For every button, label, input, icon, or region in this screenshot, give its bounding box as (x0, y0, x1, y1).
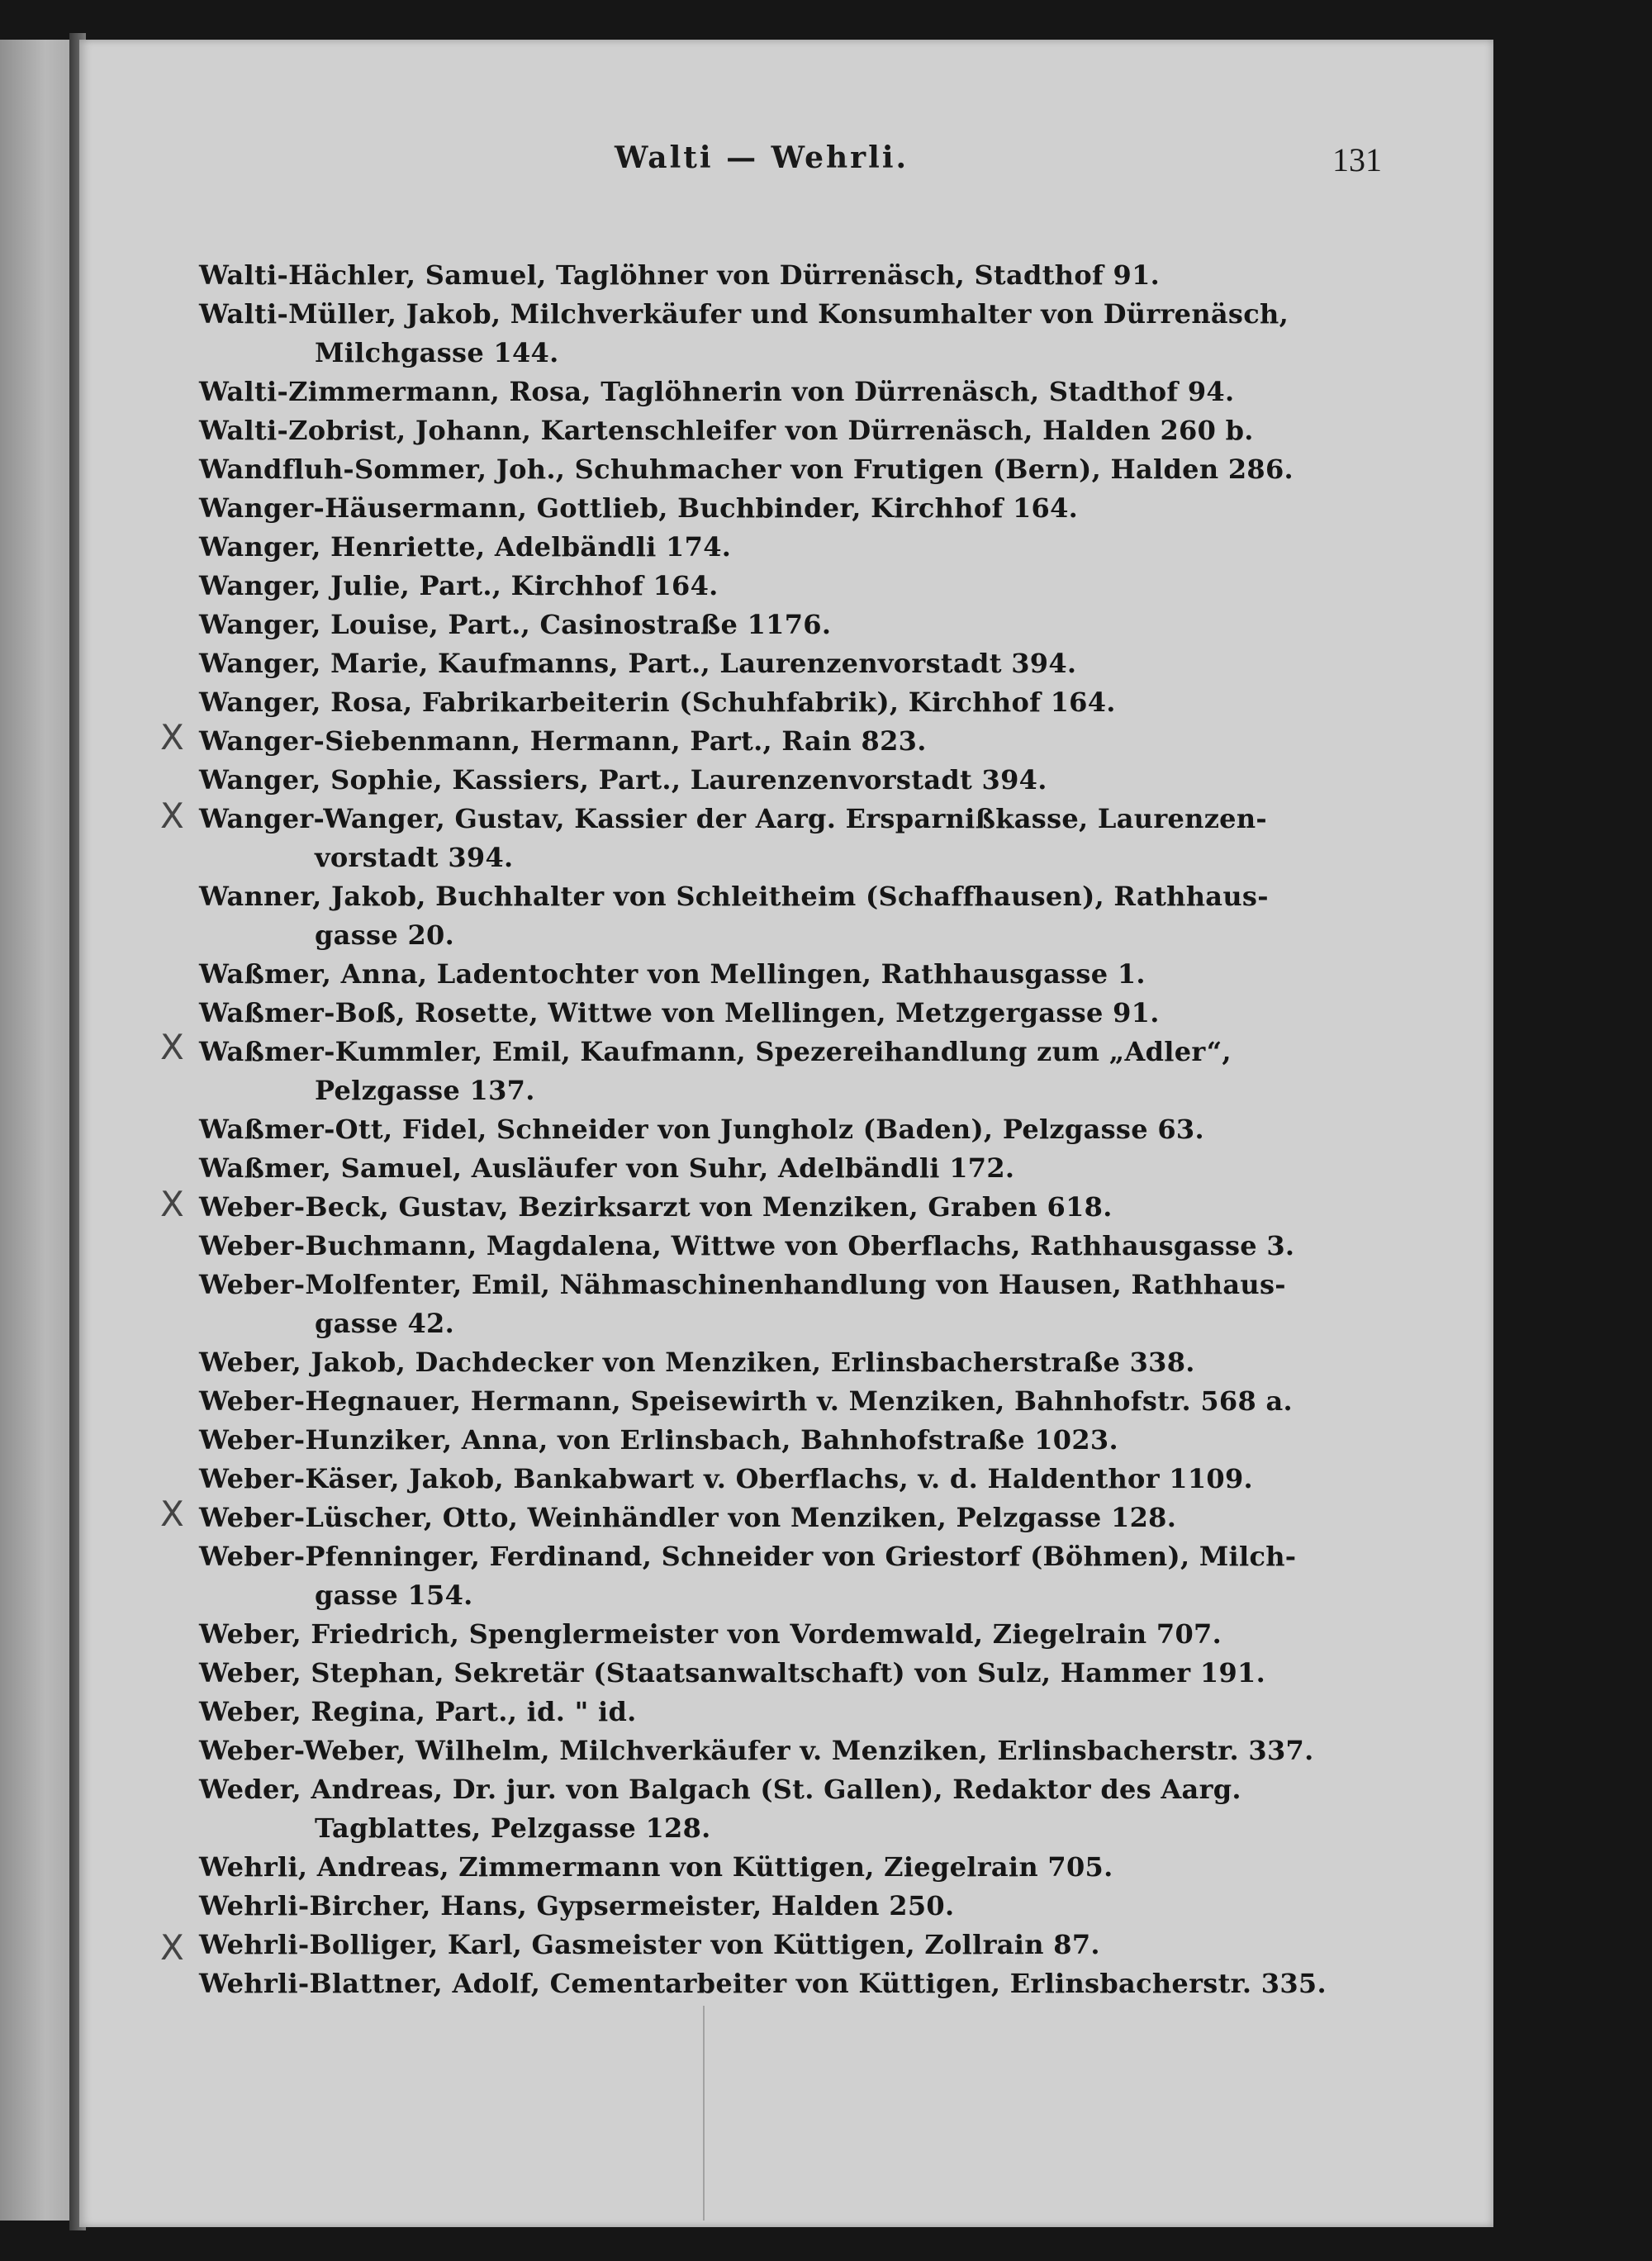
directory-entry: Weber-Hegnauer, Hermann, Speisewirth v. Menziken, Bahnhofstr. 568 a. (199, 1385, 1293, 1417)
directory-entry: Wanger-Wanger, Gustav, Kassier der Aarg. Ersparnißkasse, Laurenzen- (199, 803, 1267, 834)
entry-continuation: gasse 154. (315, 1579, 473, 1611)
directory-entry: Wanger-Siebenmann, Hermann, Part., Rain 823. (199, 725, 927, 757)
pencil-check-mark: X (160, 1927, 184, 1968)
pencil-check-mark: X (160, 717, 184, 758)
directory-entry: Wanger, Henriette, Adelbändli 174. (199, 531, 732, 563)
directory-entry: Wanger, Marie, Kaufmanns, Part., Laurenzenvorstadt 394. (199, 648, 1077, 679)
directory-entry: Walti-Zimmermann, Rosa, Taglöhnerin von Dürrenäsch, Stadthof 94. (199, 376, 1235, 407)
directory-entry: Waßmer, Samuel, Ausläufer von Suhr, Adelbändli 172. (199, 1152, 1015, 1184)
pencil-check-mark: X (160, 796, 184, 836)
directory-page (79, 40, 1493, 2227)
directory-entry: Wehrli-Blattner, Adolf, Cementarbeiter von Küttigen, Erlinsbacherstr. 335. (199, 1968, 1327, 1999)
directory-entry: Weber, Stephan, Sekretär (Staatsanwaltschaft) von Sulz, Hammer 191. (199, 1657, 1266, 1689)
directory-entry: Wandfluh-Sommer, Joh., Schuhmacher von Frutigen (Bern), Halden 286. (199, 454, 1294, 485)
directory-entry: Wehrli-Bircher, Hans, Gypsermeister, Halden 250. (199, 1890, 955, 1921)
directory-entry: Walti-Zobrist, Johann, Kartenschleifer von Dürrenäsch, Halden 260 b. (199, 415, 1254, 446)
directory-entry: Weber-Beck, Gustav, Bezirksarzt von Menziken, Graben 618. (199, 1191, 1113, 1223)
page-number: 131 (1332, 141, 1382, 178)
directory-entry: Weber-Molfenter, Emil, Nähmaschinenhandlung von Hausen, Rathhaus- (199, 1269, 1286, 1300)
directory-entry: Weder, Andreas, Dr. jur. von Balgach (St. Gallen), Redaktor des Aarg. (199, 1774, 1241, 1805)
directory-entry: Wanger, Julie, Part., Kirchhof 164. (199, 570, 719, 601)
entry-continuation: Milchgasse 144. (315, 337, 559, 368)
entry-continuation: gasse 42. (315, 1308, 455, 1339)
running-head: Walti — Wehrli. (614, 140, 909, 175)
directory-entry: Walti-Hächler, Samuel, Taglöhner von Dürrenäsch, Stadthof 91. (199, 259, 1161, 291)
entry-continuation: Pelzgasse 137. (315, 1075, 535, 1106)
directory-entry: Weber, Jakob, Dachdecker von Menziken, Erlinsbacherstraße 338. (199, 1347, 1195, 1378)
directory-entry: Wehrli-Bolliger, Karl, Gasmeister von Küttigen, Zollrain 87. (199, 1929, 1100, 1960)
directory-entry: Walti-Müller, Jakob, Milchverkäufer und Konsumhalter von Dürrenäsch, (199, 298, 1289, 330)
directory-entry: Weber-Hunziker, Anna, von Erlinsbach, Bahnhofstraße 1023. (199, 1424, 1118, 1456)
previous-page-edge (0, 40, 76, 2221)
directory-entry: Waßmer-Ott, Fidel, Schneider von Jungholz (Baden), Pelzgasse 63. (199, 1114, 1204, 1145)
pencil-check-mark: X (160, 1494, 184, 1534)
entry-continuation: Tagblattes, Pelzgasse 128. (315, 1812, 711, 1844)
directory-entry: Weber-Buchmann, Magdalena, Wittwe von Oberflachs, Rathhausgasse 3. (199, 1230, 1295, 1261)
directory-entry: Weber, Friedrich, Spenglermeister von Vordemwald, Ziegelrain 707. (199, 1618, 1222, 1650)
directory-entry: Wanger, Sophie, Kassiers, Part., Laurenzenvorstadt 394. (199, 764, 1047, 796)
directory-entry: Wanner, Jakob, Buchhalter von Schleitheim (Schaffhausen), Rathhaus- (199, 881, 1269, 912)
directory-entry: Wanger-Häusermann, Gottlieb, Buchbinder, Kirchhof 164. (199, 492, 1079, 524)
directory-entry: Waßmer, Anna, Ladentochter von Mellingen, Rathhausgasse 1. (199, 958, 1146, 990)
paper-crease (703, 2006, 705, 2221)
entry-continuation: vorstadt 394. (315, 842, 514, 873)
directory-entry: Weber-Weber, Wilhelm, Milchverkäufer v. Menziken, Erlinsbacherstr. 337. (199, 1735, 1314, 1766)
directory-entry: Wanger, Rosa, Fabrikarbeiterin (Schuhfabrik), Kirchhof 164. (199, 686, 1116, 718)
directory-entry: Wanger, Louise, Part., Casinostraße 1176. (199, 609, 832, 640)
directory-entry: Waßmer-Kummler, Emil, Kaufmann, Spezereihandlung zum „Adler“, (199, 1036, 1232, 1067)
pencil-check-mark: X (160, 1027, 184, 1067)
directory-entry: Weber-Lüscher, Otto, Weinhändler von Menziken, Pelzgasse 128. (199, 1502, 1177, 1533)
directory-entry: Weber, Regina, Part., id. " id. (199, 1696, 637, 1727)
pencil-check-mark: X (160, 1184, 184, 1224)
directory-entry: Waßmer-Boß, Rosette, Wittwe von Mellingen, Metzgergasse 91. (199, 997, 1160, 1028)
page-header (79, 140, 1493, 190)
directory-entry: Weber-Pfenninger, Ferdinand, Schneider von Griestorf (Böhmen), Milch- (199, 1541, 1297, 1572)
directory-entry: Weber-Käser, Jakob, Bankabwart v. Oberflachs, v. d. Haldenthor 1109. (199, 1463, 1253, 1494)
directory-entry: Wehrli, Andreas, Zimmermann von Küttigen, Ziegelrain 705. (199, 1851, 1113, 1883)
entry-continuation: gasse 20. (315, 919, 455, 951)
